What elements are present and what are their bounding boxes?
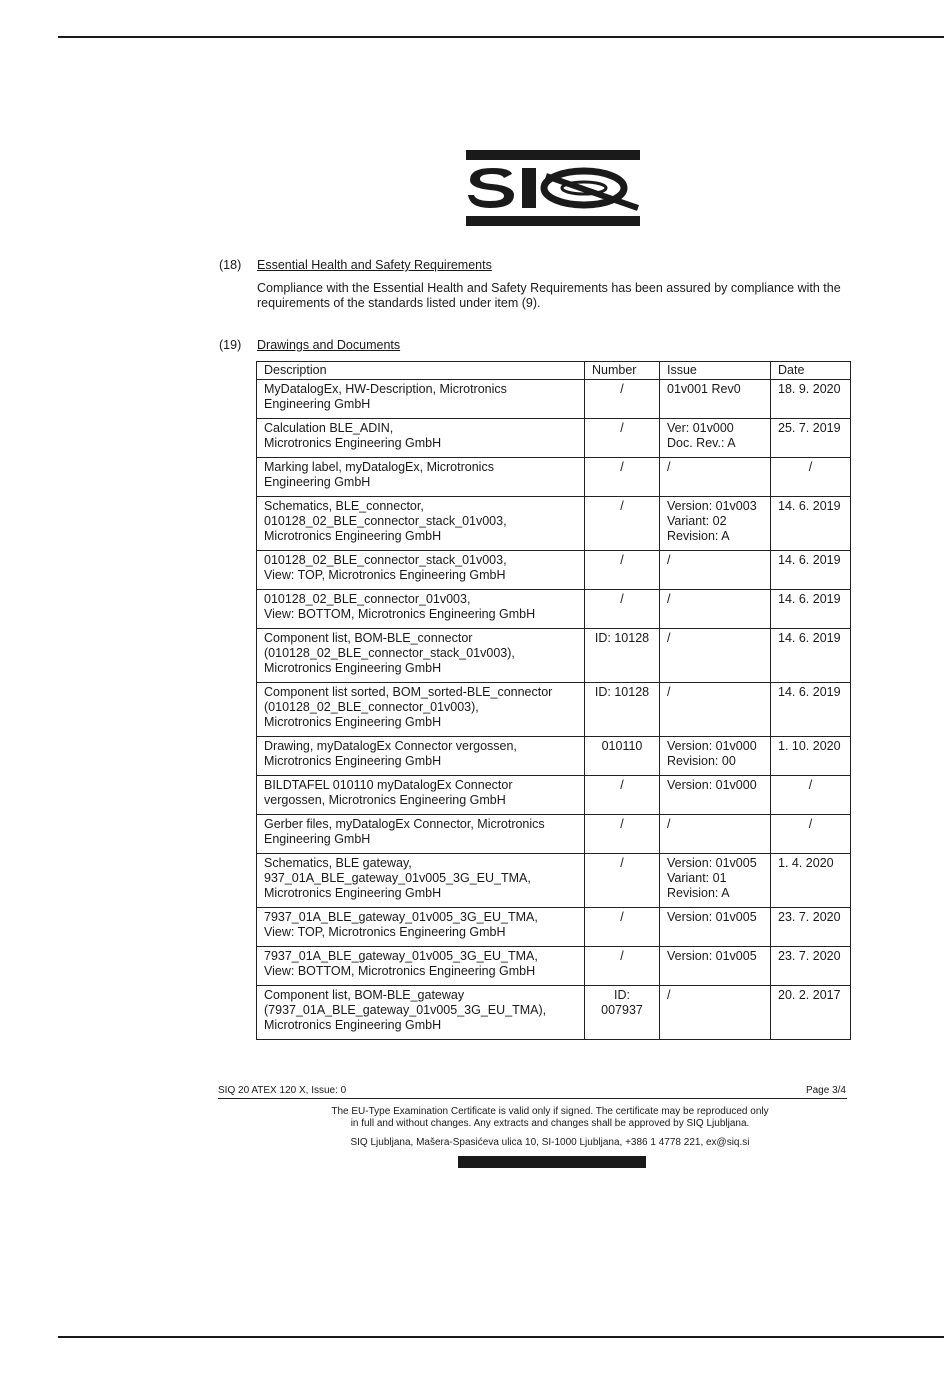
- section-19-number: (19): [219, 338, 242, 352]
- table-row: [257, 551, 851, 590]
- top-rule: [58, 36, 944, 38]
- cell-number: /: [585, 947, 660, 986]
- bottom-rule: [58, 1336, 944, 1338]
- table-row: [257, 590, 851, 629]
- section-18-text: Compliance with the Essential Health and Safety Requirements has been assured by compliance with the requirements of the standards listed under item (9).: [257, 281, 841, 310]
- cell-number: /: [585, 776, 660, 815]
- cell-issue: Ver: 01v000 Doc. Rev.: A: [660, 419, 771, 458]
- cell-description: Component list, BOM-BLE_gateway (7937_01A_BLE_gateway_01v005_3G_EU_TMA), Microtronics Engineering GmbH: [257, 986, 585, 1040]
- table-row: [257, 737, 851, 776]
- table-row: [257, 629, 851, 683]
- table-row: [257, 683, 851, 737]
- cell-issue: Version: 01v000 Revision: 00: [660, 737, 771, 776]
- cell-date: /: [771, 776, 851, 815]
- footer-rule: [218, 1098, 847, 1099]
- cell-description: Gerber files, myDatalogEx Connector, Microtronics Engineering GmbH: [257, 815, 585, 854]
- cell-description: Schematics, BLE gateway, 937_01A_BLE_gateway_01v005_3G_EU_TMA, Microtronics Engineering GmbH: [257, 854, 585, 908]
- cell-date: 14. 6. 2019: [771, 629, 851, 683]
- cell-number: /: [585, 551, 660, 590]
- table-row: [257, 458, 851, 497]
- cell-description: Calculation BLE_ADIN, Microtronics Engineering GmbH: [257, 419, 585, 458]
- table-row: [257, 380, 851, 419]
- table-row: [257, 497, 851, 551]
- cell-date: 14. 6. 2019: [771, 551, 851, 590]
- table-row: [257, 815, 851, 854]
- cell-issue: 01v001 Rev0: [660, 380, 771, 419]
- cell-number: /: [585, 497, 660, 551]
- cell-number: 010110: [585, 737, 660, 776]
- cell-description: 010128_02_BLE_connector_01v003, View: BOTTOM, Microtronics Engineering GmbH: [257, 590, 585, 629]
- cell-date: 23. 7. 2020: [771, 908, 851, 947]
- footer-bar: [458, 1156, 646, 1168]
- table-header-row: [257, 362, 851, 380]
- cell-description: Schematics, BLE_connector, 010128_02_BLE_connector_stack_01v003, Microtronics Engineering GmbH: [257, 497, 585, 551]
- siq-logo: [466, 150, 640, 226]
- table-row: [257, 854, 851, 908]
- cell-number: /: [585, 815, 660, 854]
- header-issue: Issue: [660, 362, 771, 380]
- section-19-title: Drawings and Documents: [257, 338, 401, 352]
- cell-description: Marking label, myDatalogEx, Microtronics Engineering GmbH: [257, 458, 585, 497]
- table-row: [257, 419, 851, 458]
- cell-issue: /: [660, 551, 771, 590]
- cell-date: 20. 2. 2017: [771, 986, 851, 1040]
- cell-date: 18. 9. 2020: [771, 380, 851, 419]
- table-row: [257, 947, 851, 986]
- cell-description: MyDatalogEx, HW-Description, Microtronics Engineering GmbH: [257, 380, 585, 419]
- cell-date: 1. 4. 2020: [771, 854, 851, 908]
- cell-description: Drawing, myDatalogEx Connector vergossen, Microtronics Engineering GmbH: [257, 737, 585, 776]
- documents-table: [256, 361, 851, 1040]
- cell-issue: /: [660, 815, 771, 854]
- cell-date: 14. 6. 2019: [771, 683, 851, 737]
- cell-description: 010128_02_BLE_connector_stack_01v003, View: TOP, Microtronics Engineering GmbH: [257, 551, 585, 590]
- header-date: Date: [771, 362, 851, 380]
- cell-number: /: [585, 590, 660, 629]
- cell-number: ID: 10128: [585, 683, 660, 737]
- cell-number: /: [585, 380, 660, 419]
- cell-issue: /: [660, 683, 771, 737]
- cell-issue: Version: 01v005 Variant: 01 Revision: A: [660, 854, 771, 908]
- cell-number: /: [585, 854, 660, 908]
- cell-date: /: [771, 458, 851, 497]
- cell-description: Component list, BOM-BLE_connector (010128_02_BLE_connector_stack_01v003), Microtronics Engineering GmbH: [257, 629, 585, 683]
- cell-issue: /: [660, 590, 771, 629]
- footer-address: SIQ Ljubljana, Mašera-Spasićeva ulica 10, SI-1000 Ljubljana, +386 1 4778 221, ex@siq.si: [350, 1137, 750, 1148]
- cell-issue: Version: 01v005: [660, 947, 771, 986]
- certificate-reference: SIQ 20 ATEX 120 X, Issue: 0: [218, 1085, 347, 1096]
- cell-description: 7937_01A_BLE_gateway_01v005_3G_EU_TMA, View: BOTTOM, Microtronics Engineering GmbH: [257, 947, 585, 986]
- section-18-title: Essential Health and Safety Requirements: [257, 258, 492, 272]
- header-description: Description: [257, 362, 585, 380]
- cell-issue: Version: 01v003 Variant: 02 Revision: A: [660, 497, 771, 551]
- cell-issue: Version: 01v005: [660, 908, 771, 947]
- cell-description: Component list sorted, BOM_sorted-BLE_connector (010128_02_BLE_connector_01v003), Microtronics Engineering GmbH: [257, 683, 585, 737]
- cell-date: 25. 7. 2019: [771, 419, 851, 458]
- cell-description: 7937_01A_BLE_gateway_01v005_3G_EU_TMA, View: TOP, Microtronics Engineering GmbH: [257, 908, 585, 947]
- cell-date: 14. 6. 2019: [771, 590, 851, 629]
- cell-number: /: [585, 908, 660, 947]
- cell-date: 23. 7. 2020: [771, 947, 851, 986]
- cell-date: 14. 6. 2019: [771, 497, 851, 551]
- section-18-number: (18): [219, 258, 242, 272]
- table-body: [257, 380, 851, 1040]
- cell-number: ID: 10128: [585, 629, 660, 683]
- cell-date: /: [771, 815, 851, 854]
- header-number: Number: [585, 362, 660, 380]
- table-row: [257, 908, 851, 947]
- cell-issue: /: [660, 458, 771, 497]
- cell-issue: Version: 01v000: [660, 776, 771, 815]
- cell-description: BILDTAFEL 010110 myDatalogEx Connector vergossen, Microtronics Engineering GmbH: [257, 776, 585, 815]
- footer-validity-note: The EU-Type Examination Certificate is valid only if signed. The certificate may be reproduced only in full and without changes. Any extracts and changes shall be approved by SIQ Ljubljana.: [331, 1106, 769, 1129]
- table-row: [257, 776, 851, 815]
- cell-number: /: [585, 419, 660, 458]
- cell-number: ID: 007937: [585, 986, 660, 1040]
- table-row: [257, 986, 851, 1040]
- cell-date: 1. 10. 2020: [771, 737, 851, 776]
- cell-issue: /: [660, 629, 771, 683]
- cell-issue: /: [660, 986, 771, 1040]
- page-number: Page 3/4: [805, 1085, 846, 1096]
- cell-number: /: [585, 458, 660, 497]
